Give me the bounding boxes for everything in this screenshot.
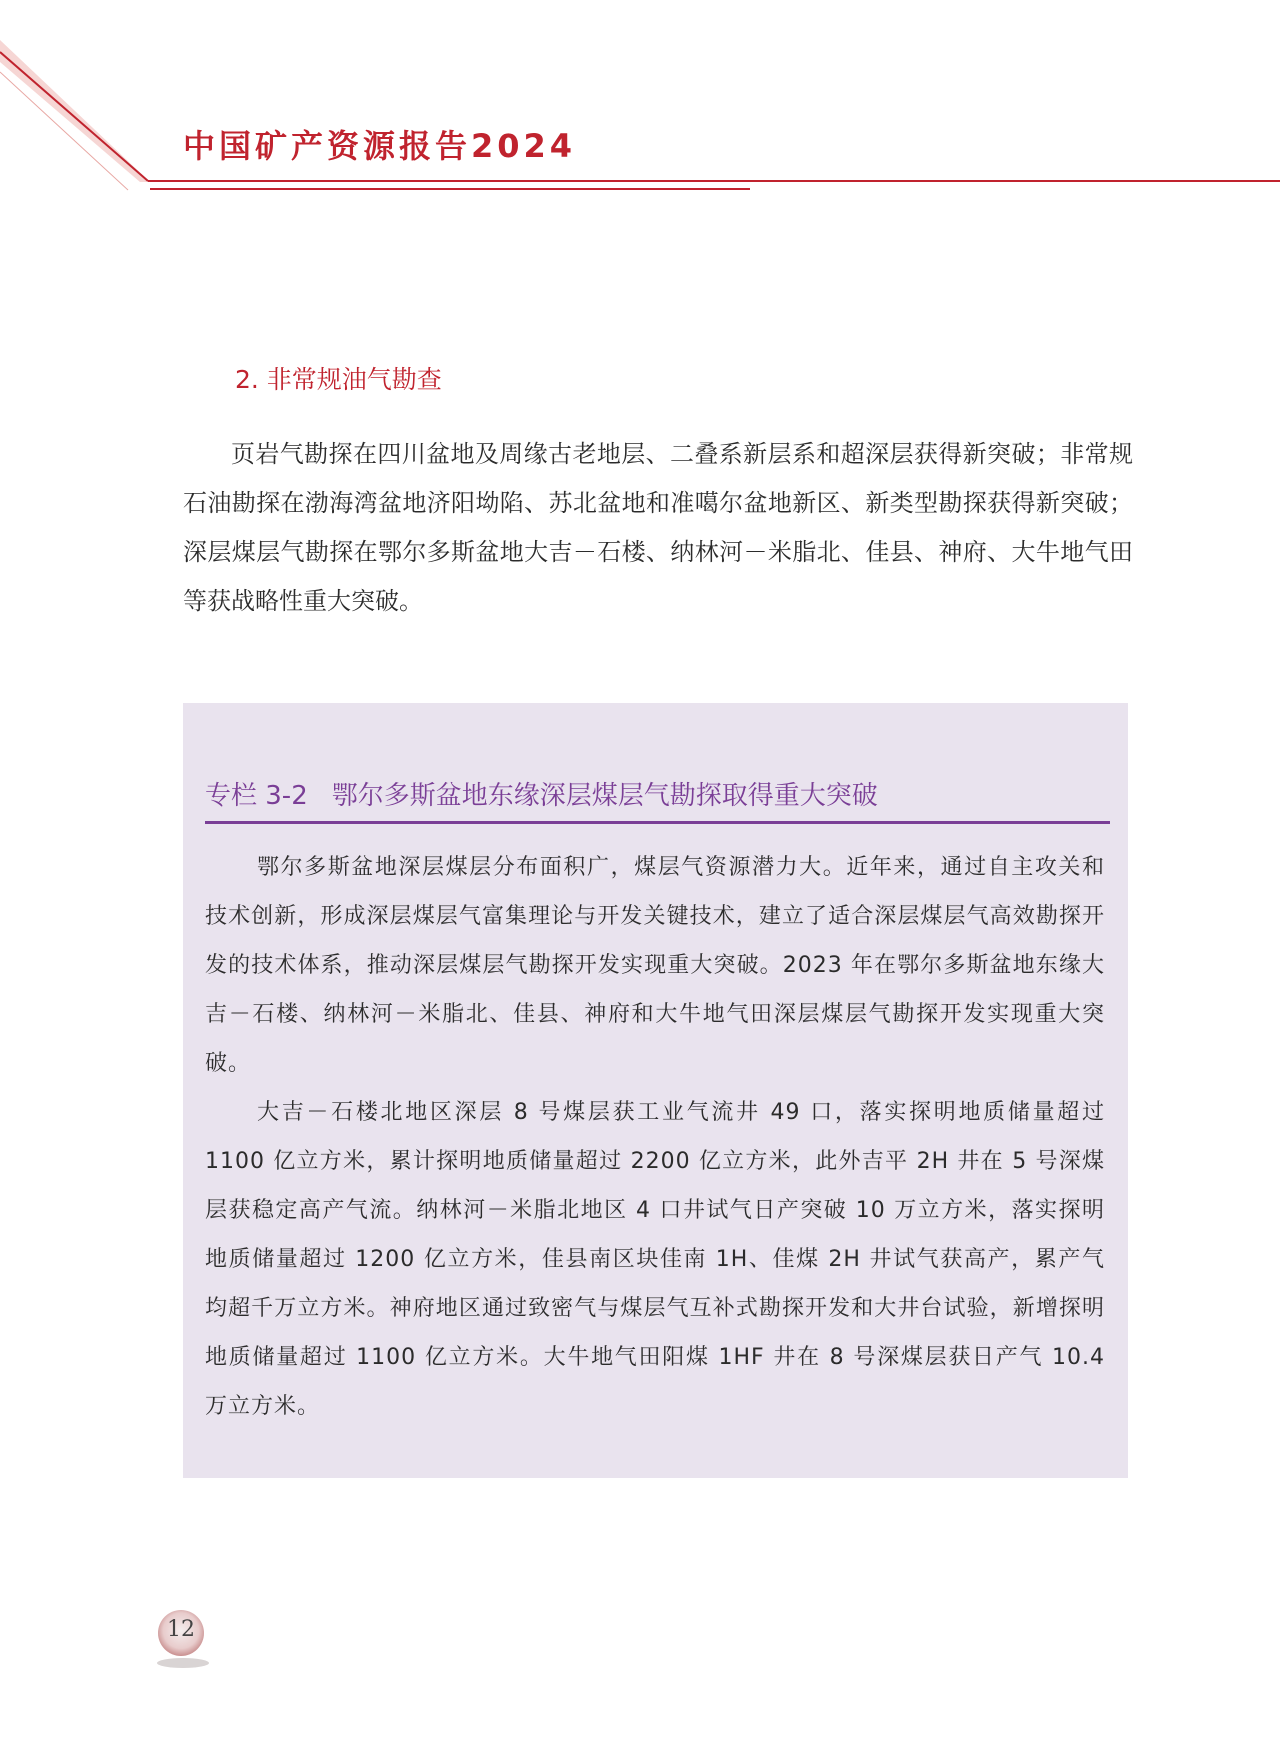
header-diagonal-line bbox=[0, 52, 148, 181]
section-heading: 2. 非常规油气勘查 bbox=[235, 365, 442, 394]
sidebar-title-text: 鄂尔多斯盆地东缘深层煤层气勘探取得重大突破 bbox=[331, 781, 878, 811]
sidebar-paragraph-1: 鄂尔多斯盆地深层煤层分布面积广，煤层气资源潜力大。近年来，通过自主攻关和技术创新，形成深层煤层气富集理论与开发关键技术，建立了适合深层煤层气高效勘探开发的技术体系，推动深层煤层气勘探开发实现重大突破。2023 年在鄂尔多斯盆地东缘大吉－石楼、纳林河－米脂北、佳县、神府和大牛地气田深层煤层气勘探开发实现重大突破。 bbox=[205, 855, 1105, 1076]
running-title: 中国矿产资源报告2024 bbox=[183, 127, 577, 165]
page-number-badge bbox=[150, 1605, 220, 1675]
sidebar-label: 专栏 3-2 bbox=[205, 781, 308, 811]
sidebar-box bbox=[183, 703, 1128, 1478]
header-diagonal-line-thin bbox=[0, 72, 128, 190]
sidebar-title bbox=[205, 774, 1110, 824]
page-number: 12 bbox=[167, 1617, 195, 1642]
header-diagonal-band bbox=[0, 40, 150, 182]
sidebar-paragraph-2: 大吉－石楼北地区深层 8 号煤层获工业气流井 49 口，落实探明地质储量超过 1100 亿立方米，累计探明地质储量超过 2200 亿立方米，此外吉平 2H 井在 5 号深煤层获稳定高产气流。纳林河－米脂北地区 4 口井试气日产突破 10 万立方米，落实探明地质储量超过 1200 亿立方米，佳县南区块佳南 1H、佳煤 2H 井试气获高产，累产气均超千万立方米。神府地区通过致密气与煤层气互补式勘探开发和大井台试验，新增探明地质储量超过 1100 亿立方米。大牛地气田阳煤 1HF 井在 8 号深煤层获日产气 10.4 万立方米。 bbox=[205, 1100, 1105, 1419]
header-decoration bbox=[0, 0, 1280, 200]
body-paragraph: 页岩气勘探在四川盆地及周缘古老地层、二叠系新层系和超深层获得新突破；非常规石油勘探在渤海湾盆地济阳坳陷、苏北盆地和准噶尔盆地新区、新类型勘探获得新突破；深层煤层气勘探在鄂尔多斯盆地大吉－石楼、纳林河－米脂北、佳县、神府、大牛地气田等获战略性重大突破。 bbox=[183, 440, 1133, 615]
